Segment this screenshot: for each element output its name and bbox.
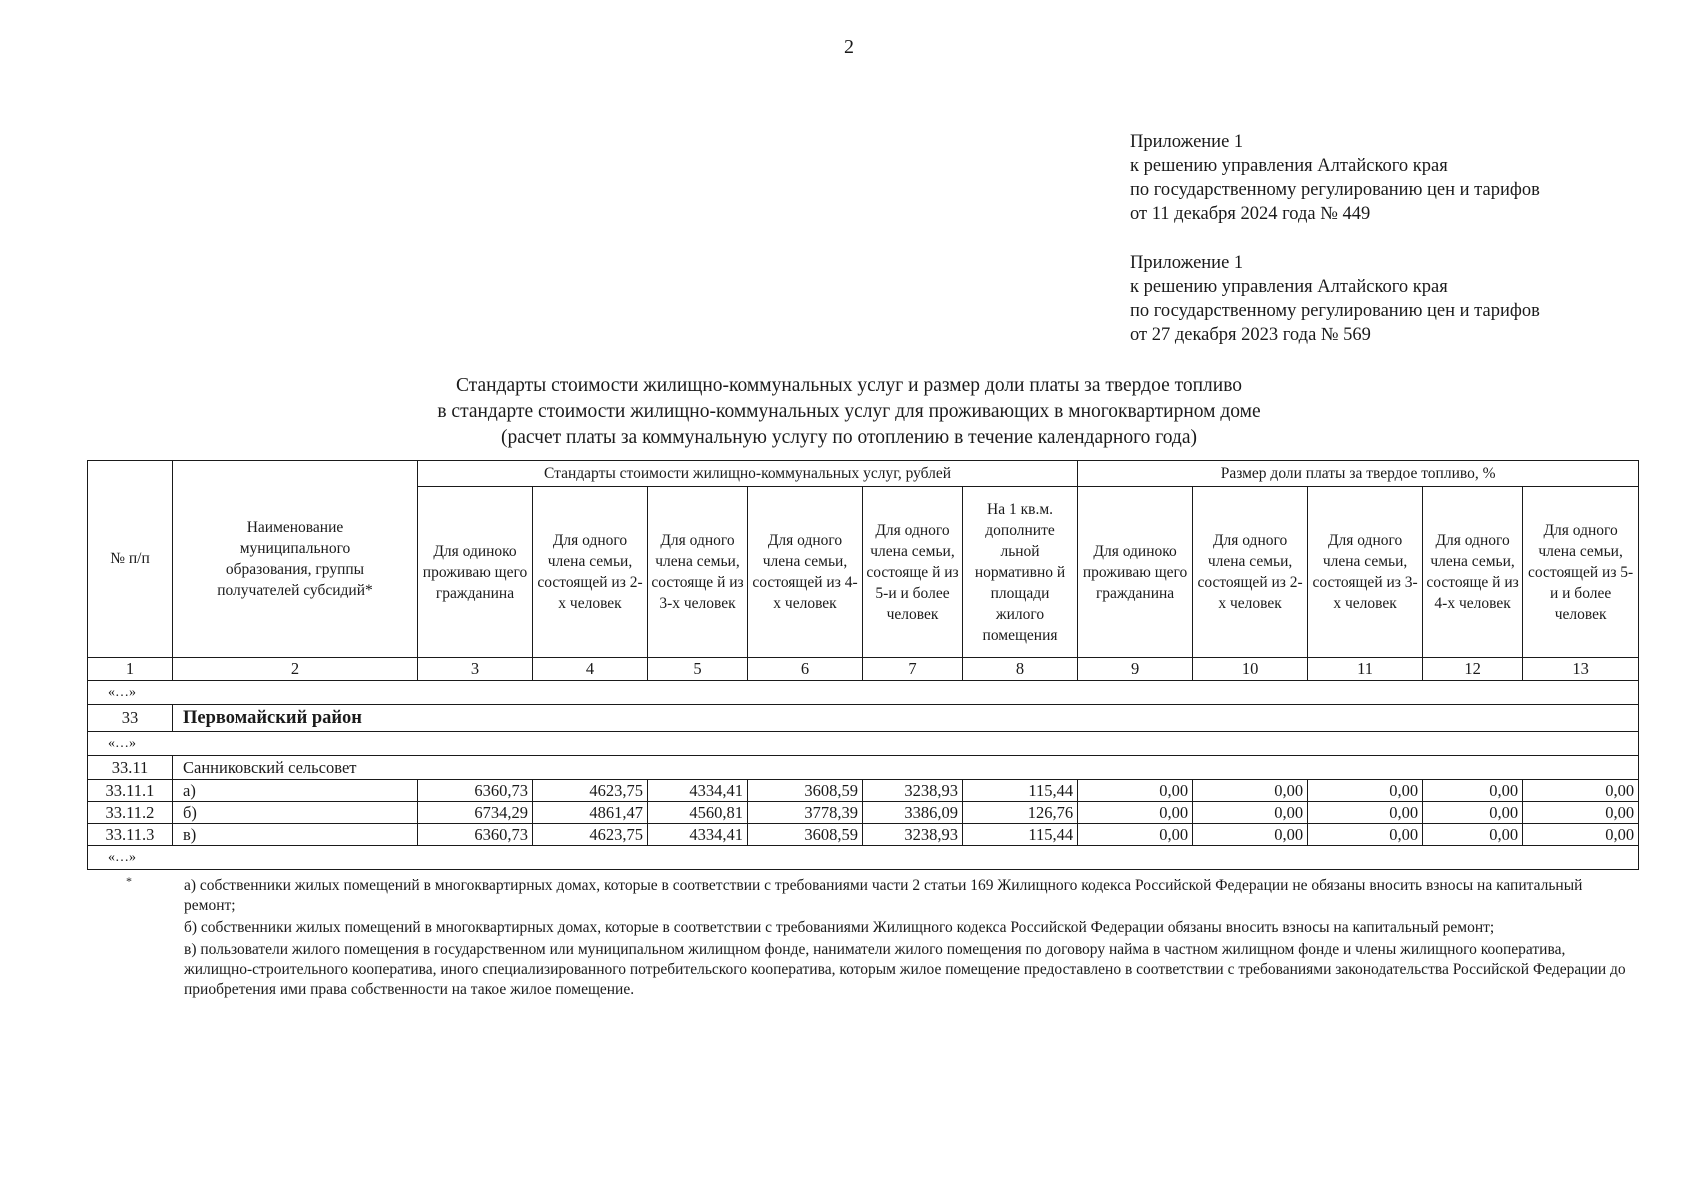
- value-cell: 3608,59: [748, 780, 863, 802]
- appendix-current-line: Приложение 1: [1130, 132, 1244, 152]
- column-number-cell: 5: [648, 658, 748, 681]
- value-cell: 4623,75: [533, 824, 648, 846]
- ellipsis-cell: «…»: [88, 681, 1639, 705]
- value-cell: 0,00: [1523, 780, 1639, 802]
- table-row: [88, 780, 1639, 802]
- value-cell: 3608,59: [748, 824, 863, 846]
- district-num: 33: [88, 705, 173, 732]
- value-cell: 0,00: [1193, 824, 1308, 846]
- sub-header-cell: Для одного члена семьи, состояще й из 5-и и более человек: [863, 487, 963, 658]
- row-num: 33.11.3: [88, 824, 173, 846]
- value-cell: 3238,93: [863, 824, 963, 846]
- column-number-cell: 10: [1193, 658, 1308, 681]
- sub-header-cell: Для одного члена семьи, состояще й из 4-х человек: [1423, 487, 1523, 658]
- title-line: в стандарте стоимости жилищно-коммунальных услуг для проживающих в многоквартирном доме: [437, 401, 1261, 422]
- appendix-previous-line: к решению управления Алтайского края: [1130, 277, 1448, 297]
- row-name: б): [173, 802, 418, 824]
- value-cell: 0,00: [1308, 802, 1423, 824]
- column-number-cell: 6: [748, 658, 863, 681]
- value-cell: 115,44: [963, 824, 1078, 846]
- column-number-cell: 8: [963, 658, 1078, 681]
- page-number: 2: [844, 36, 854, 58]
- district-name: Первомайский район: [173, 705, 1639, 732]
- document-title: [0, 373, 1698, 451]
- footnotes: [184, 876, 1634, 1002]
- table-row: [88, 824, 1639, 846]
- footnote-mark: *: [126, 874, 132, 888]
- column-number-cell: 13: [1523, 658, 1639, 681]
- appendix-current-line: по государственному регулированию цен и тарифов: [1130, 180, 1540, 200]
- title-line: (расчет платы за коммунальную услугу по отоплению в течение календарного года): [501, 427, 1197, 448]
- header-group-row: [88, 461, 1639, 487]
- subdistrict-name: Санниковский сельсовет: [173, 756, 1639, 780]
- appendix-previous-line: от 27 декабря 2023 года № 569: [1130, 325, 1371, 345]
- value-cell: 3386,09: [863, 802, 963, 824]
- value-cell: 4334,41: [648, 824, 748, 846]
- sub-header-cell: Для одного члена семьи, состоящей из 3-х человек: [1308, 487, 1423, 658]
- value-cell: 0,00: [1193, 780, 1308, 802]
- sub-header-cell: Для одного члена семьи, состоящей из 4-х человек: [748, 487, 863, 658]
- sub-header-cell: Для одиноко проживаю щего гражданина: [418, 487, 533, 658]
- value-cell: 3778,39: [748, 802, 863, 824]
- row-name: а): [173, 780, 418, 802]
- appendix-previous-line: Приложение 1: [1130, 253, 1244, 273]
- value-cell: 115,44: [963, 780, 1078, 802]
- value-cell: 0,00: [1423, 780, 1523, 802]
- value-cell: 0,00: [1078, 780, 1193, 802]
- sub-header-cell: Для одного члена семьи, состояще й из 3-х человек: [648, 487, 748, 658]
- ellipsis-row: [88, 846, 1639, 870]
- value-cell: 0,00: [1078, 824, 1193, 846]
- sub-header-cell: Для одного члена семьи, состоящей из 2-х человек: [533, 487, 648, 658]
- appendix-current: [1130, 130, 1540, 226]
- value-cell: 0,00: [1308, 780, 1423, 802]
- ellipsis-cell: «…»: [88, 846, 1639, 870]
- value-cell: 4861,47: [533, 802, 648, 824]
- appendix-current-line: от 11 декабря 2024 года № 449: [1130, 204, 1371, 224]
- value-cell: 6360,73: [418, 780, 533, 802]
- column-number-cell: 4: [533, 658, 648, 681]
- row-num: 33.11.1: [88, 780, 173, 802]
- table-row: [88, 802, 1639, 824]
- header-group-share: Размер доли платы за твердое топливо, %: [1078, 461, 1639, 487]
- sub-header-cell: Для одного члена семьи, состоящей из 2-х человек: [1193, 487, 1308, 658]
- appendix-previous-line: по государственному регулированию цен и тарифов: [1130, 301, 1540, 321]
- footnote-item: в) пользователи жилого помещения в государственном или муниципальном жилищном фонде, наниматели жилого помещения по договору найма в частном жилищном фонде и члены жилищного кооператива, жилищно-строительного кооператива, иного специализированного потребительского кооператива, которым жилое помещение предоставлено в соответствии с требованиями законодательства Российской Федерации до приобретения ими права собственности на такое жилое помещение.: [184, 941, 1626, 998]
- column-number-cell: 1: [88, 658, 173, 681]
- value-cell: 0,00: [1423, 824, 1523, 846]
- column-number-cell: 9: [1078, 658, 1193, 681]
- value-cell: 0,00: [1078, 802, 1193, 824]
- footnote-item: а) собственники жилых помещений в многоквартирных домах, которые в соответствии с требованиями части 2 статьи 169 Жилищного кодекса Российской Федерации не обязаны вносить взносы на капитальный ремонт;: [184, 877, 1583, 914]
- value-cell: 0,00: [1523, 802, 1639, 824]
- district-row: [88, 705, 1639, 732]
- subdistrict-row: [88, 756, 1639, 780]
- value-cell: 4560,81: [648, 802, 748, 824]
- column-number-cell: 3: [418, 658, 533, 681]
- title-line: Стандарты стоимости жилищно-коммунальных услуг и размер доли платы за твердое топливо: [455, 375, 1243, 396]
- header-col-no: № п/п: [88, 461, 173, 658]
- value-cell: 0,00: [1308, 824, 1423, 846]
- footnote-item: б) собственники жилых помещений в многоквартирных домах, которые в соответствии с требованиями Жилищного кодекса Российской Федерации обязаны вносить взносы на капитальный ремонт;: [184, 919, 1495, 936]
- row-num: 33.11.2: [88, 802, 173, 824]
- appendix-previous: [1130, 251, 1540, 347]
- value-cell: 126,76: [963, 802, 1078, 824]
- column-number-cell: 7: [863, 658, 963, 681]
- ellipsis-row: [88, 681, 1639, 705]
- column-number-row: [88, 658, 1639, 681]
- value-cell: 6734,29: [418, 802, 533, 824]
- data-rows: [88, 780, 1639, 846]
- column-number-cell: 11: [1308, 658, 1423, 681]
- header-group-standards: Стандарты стоимости жилищно-коммунальных услуг, рублей: [418, 461, 1078, 487]
- value-cell: 0,00: [1523, 824, 1639, 846]
- subdistrict-num: 33.11: [88, 756, 173, 780]
- column-number-cell: 2: [173, 658, 418, 681]
- header-col-name: Наименование муниципального образования, группы получателей субсидий*: [173, 461, 418, 658]
- column-number-cell: 12: [1423, 658, 1523, 681]
- appendix-current-line: к решению управления Алтайского края: [1130, 156, 1448, 176]
- value-cell: 4334,41: [648, 780, 748, 802]
- value-cell: 0,00: [1193, 802, 1308, 824]
- standards-table: [87, 460, 1639, 870]
- value-cell: 0,00: [1423, 802, 1523, 824]
- sub-header-cell: Для одиноко проживаю щего гражданина: [1078, 487, 1193, 658]
- value-cell: 3238,93: [863, 780, 963, 802]
- ellipsis-cell: «…»: [88, 732, 1639, 756]
- row-name: в): [173, 824, 418, 846]
- sub-header-cell: На 1 кв.м. дополните льной нормативно й площади жилого помещения: [963, 487, 1078, 658]
- value-cell: 6360,73: [418, 824, 533, 846]
- ellipsis-row: [88, 732, 1639, 756]
- sub-header-cell: Для одного члена семьи, состоящей из 5-и и более человек: [1523, 487, 1639, 658]
- value-cell: 4623,75: [533, 780, 648, 802]
